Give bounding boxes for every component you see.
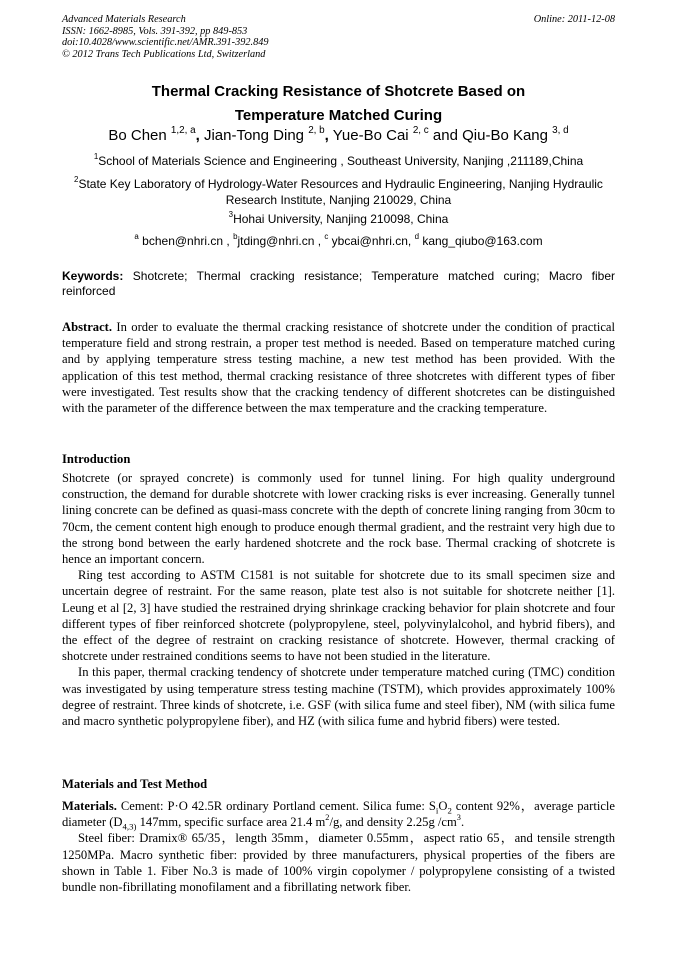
keywords-text: Shotcrete; Thermal cracking resistance; Temperature matched curing; Macro fiber reinforced — [62, 269, 615, 298]
affiliation-3: $^3$Hohai University, Nanjing 210098, China — [228, 210, 449, 226]
author-name: Bo Chen — [108, 127, 167, 144]
running-header — [62, 14, 615, 60]
section-heading-materials: Materials and Test Method — [62, 777, 208, 791]
author-conjunction: and — [432, 127, 458, 144]
email-list: $^a$ bchen@nhri.cn , $^b$jtding@nhri.cn , $^c$ ybcai@nhri.cn, $^d$ kang_qiubo@163.com — [134, 232, 543, 248]
email: bchen@nhri.cn , — [142, 234, 234, 248]
affiliation-1: $^1$School of Materials Science and Engineering , Southeast University, Nanjing ,211189,China — [93, 152, 584, 168]
author-list: Bo Chen $^{1,2, a}$, Jian-Tong Ding $^{2, b}$, Yue-Bo Cai $^{2, c}$ and Qiu-Bo Kang $^{3, d}$ — [108, 125, 569, 144]
issn: ISSN: 1662-8985, Vols. 391-392, pp 849-853 — [62, 25, 248, 37]
author-affiliation-mark: 2, c — [412, 125, 429, 137]
keywords — [62, 269, 615, 299]
author-name: Jian-Tong Ding — [203, 127, 305, 144]
abstract-text: In order to evaluate the thermal cracking resistance of shotcrete under the condition of practical temperature field and strong restrain, a proper test method is needed. Based on temperature matched curing and by applying temperature stress testing machine, a new test method has been provided. With the application of this test method, thermal cracking resistance of three shotcretes with different types of fiber were investigated. Test results show that the cracking tendency of different shotcretes can be distinguished with the parameter of the difference between the max temperature and the cracking temperature. — [62, 320, 616, 416]
author-name: Yue-Bo Cai — [332, 127, 409, 144]
materials-body — [62, 798, 615, 895]
author-affiliation-mark: 2, b — [308, 125, 325, 137]
title-line-1: Thermal Cracking Resistance of Shotcrete Based on — [151, 83, 526, 100]
journal-name: Advanced Materials Research — [62, 14, 186, 25]
paragraph: Shotcrete (or sprayed concrete) is commonly used for tunnel lining. For high quality underground construction, the demand for durable shotcrete with lower cracking risks is ever increasing. Generally tunnel lining concrete can be defined as quasi-mass concrete with the depth of concrete lining ranging from 30cm to 70cm, the cement content high enough to produce enough thermal gradient, and the restraint very high due to the strong bond between the early hardened shotcrete and the rock base. Thermal cracking of shotcrete is hence an important concern. — [62, 471, 615, 567]
author-affiliation-mark: 1,2, a — [170, 125, 196, 137]
materials-label: Materials. — [62, 799, 117, 813]
abstract-label: Abstract. — [62, 320, 113, 334]
email: jtding@nhri.cn , — [237, 234, 325, 248]
abstract — [62, 319, 615, 416]
introduction-body — [62, 470, 615, 729]
keywords-label: Keywords: — [62, 269, 124, 283]
email: ybcai@nhri.cn, — [331, 234, 415, 248]
paragraph: Ring test according to ASTM C1581 is not suitable for shotcrete due to its small specimen size and uncertain degree of restraint. For the same reason, plate test also is not suitable for shotcrete neither [1]. Leung et al [2, 3] have studied the restrained drying shrinkage cracking behavior for plain shotcrete and four different types of fiber reinforced shotcrete (polypropylene, steel, polyvinylalcohol, and hybrid fibers), and the effect of the degree of restraint on cracking resistance of shotcrete. However, thermal cracking of shotcrete under restrained conditions seems to have not been studied in the literature. — [62, 568, 615, 664]
section-heading-introduction: Introduction — [62, 452, 131, 466]
author-affiliation-mark: 3, d — [552, 125, 569, 137]
paper-title — [62, 80, 615, 128]
paragraph: In this paper, thermal cracking tendency of shotcrete under temperature matched curing (TMC) condition was investigated by using temperature stress testing machine (TSTM), which provides approximately 100% degree of restraint. Three kinds of shotcrete, i.e. GSF (with silica fume and steel fiber), NM (with silica fume and macro synthetic polypropylene fiber), and HZ (with silica fume and hybrid fibers) were tested. — [62, 665, 615, 729]
doi: doi:10.4028/www.scientific.net/AMR.391-392.849 — [62, 37, 269, 49]
paragraph: Steel fiber: Dramix® 65/35，length 35mm，diameter 0.55mm，aspect ratio 65，and tensile strength 1250MPa. Macro synthetic fiber: provided by three manufacturers, physical properties of the fibers are shown in Table 1. Fiber No.3 is made of 100% virgin copolymer / polypropylene consisting of a twisted bundle non-fibrillating monofilament and a fibrillating network fiber. — [62, 831, 615, 895]
email: kang_qiubo@163.com — [422, 234, 543, 248]
copyright: © 2012 Trans Tech Publications Ltd, Switzerland — [62, 48, 266, 60]
online-date: Online: 2011-12-08 — [533, 14, 615, 25]
author-name: Qiu-Bo Kang — [462, 127, 548, 144]
paragraph: Materials. Cement: P·O 42.5R ordinary Portland cement. Silica fume: $S_iO_2$ content 92%，average particle diameter ($D_{4,3)}$ 147mm, specific surface area 21.4 $m^2/g$, and density 2.25g $/cm^3$. — [62, 799, 615, 832]
affiliation-2: $^2$State Key Laboratory of Hydrology-Water Resources and Hydraulic Engineering, Nanjing Hydraulic Research Institute, Nanjing 210029, China — [74, 175, 603, 207]
title-line-2: Temperature Matched Curing — [234, 107, 443, 124]
